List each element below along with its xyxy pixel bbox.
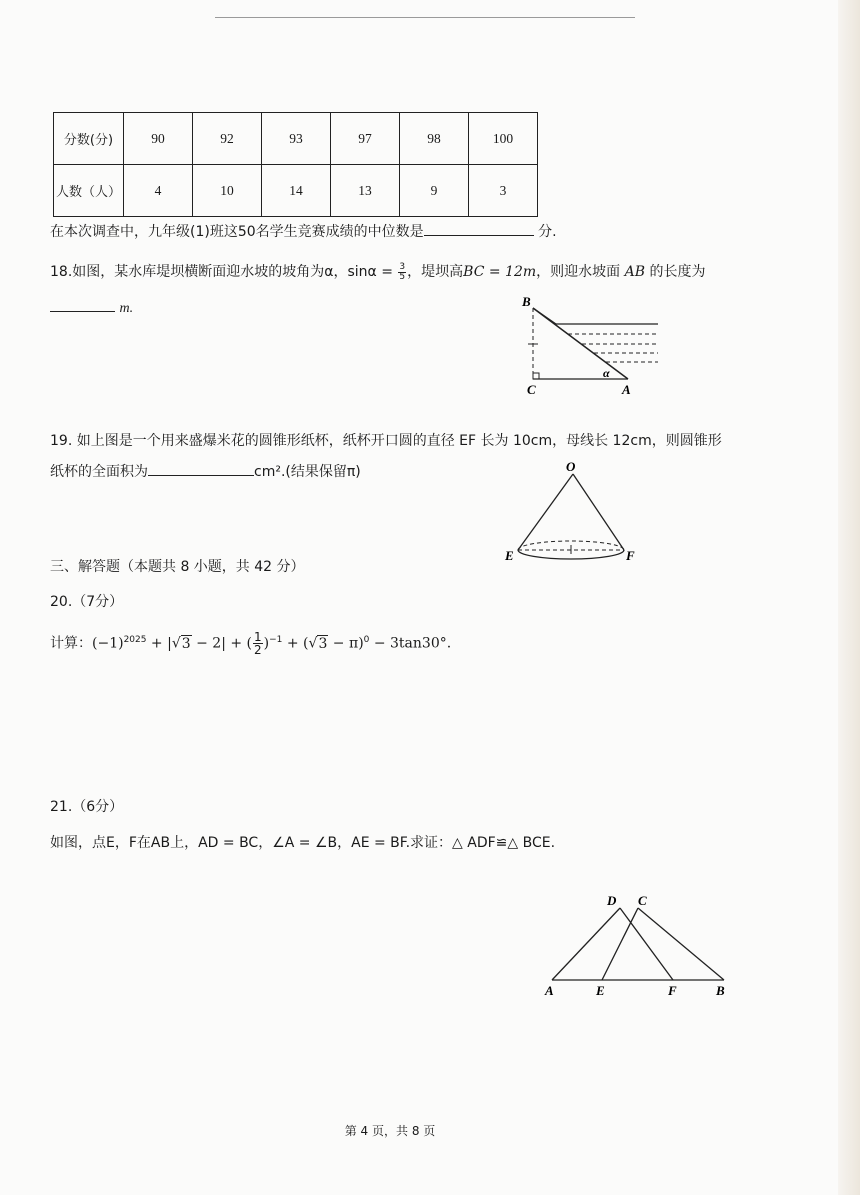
answer-blank-19 <box>148 461 254 476</box>
sqrt-radicand: 3 <box>181 635 191 652</box>
right-angle-mark <box>533 373 539 379</box>
score-table <box>53 112 538 217</box>
question-17-line <box>50 221 557 242</box>
table-header-cell: 分数(分) <box>54 113 124 165</box>
fraction-numerator: 1 <box>254 630 262 645</box>
table-cell: 93 <box>262 113 331 165</box>
label-alpha: α <box>603 366 610 380</box>
segment-bc <box>638 908 724 980</box>
label-f: F <box>668 983 677 998</box>
cone-figure <box>500 454 645 569</box>
scan-top-edge <box>215 17 635 18</box>
label-c: C <box>527 382 536 397</box>
table-cell: 4 <box>124 165 193 217</box>
fraction-denominator: 5 <box>399 271 406 282</box>
segment-ce <box>602 908 638 980</box>
question-21-title: 21.（6分） <box>50 799 124 815</box>
question-18-prefix: 18.如图，某水库堤坝横断面迎水坡的坡角为α，sinα = <box>50 264 393 280</box>
answer-blank-18 <box>50 297 115 312</box>
label-c: C <box>638 893 647 908</box>
question-17-unit: 分. <box>538 224 557 240</box>
label-b: B <box>522 294 531 309</box>
fraction-numerator: 3 <box>399 261 406 272</box>
table-cell: 9 <box>400 165 469 217</box>
question-18-line <box>50 262 705 282</box>
label-a: A <box>622 382 631 397</box>
math-part: ) <box>263 635 270 652</box>
compute-label: 计算： <box>50 635 92 652</box>
page-footer: 第 4 页，共 8 页 <box>344 1124 436 1138</box>
math-part: + | <box>146 635 172 652</box>
answer-blank-17 <box>424 221 534 236</box>
math-bc: BC = 12m <box>463 264 537 280</box>
exponent: 0 <box>363 635 370 645</box>
cone-right-edge <box>573 474 624 550</box>
table-cell: 98 <box>400 113 469 165</box>
label-e: E <box>596 983 605 998</box>
question-18-unit: m. <box>119 301 134 316</box>
label-a: A <box>545 983 554 998</box>
label-b: B <box>716 983 725 998</box>
question-17-text: 在本次调查中，九年级(1)班这50名学生竞赛成绩的中位数是 <box>50 224 424 240</box>
math-part: − 2| + ( <box>191 635 253 652</box>
label-d: D <box>607 893 617 908</box>
dam-figure <box>518 292 668 398</box>
table-row <box>54 165 538 217</box>
label-o: O <box>566 459 576 474</box>
dam-top <box>533 308 556 324</box>
table-cell: 100 <box>469 113 538 165</box>
table-cell: 13 <box>331 165 400 217</box>
question-20-expression: 计算：$(-1)^{2025} + |√3 - 2|$ + ( $\frac{1}{2}$ )$^{-1} + (√3 - \pi)^0 - 3\tan 30^\circ$. <box>50 630 452 658</box>
table-cell: 14 <box>262 165 331 217</box>
scan-right-edge <box>838 0 860 1195</box>
section-3-heading: 三、解答题（本题共 8 小题，共 42 分） <box>50 559 305 575</box>
exponent: 2025 <box>123 635 147 645</box>
triangles-figure <box>540 890 735 1002</box>
question-20-title: 20.（7分） <box>50 594 124 610</box>
table-cell: 92 <box>193 113 262 165</box>
exponent: −1 <box>269 635 283 645</box>
table-header-cell: 人数（人） <box>54 165 124 217</box>
math-part: + ( <box>282 635 309 652</box>
segment-ad <box>552 908 620 980</box>
sqrt-radicand: 3 <box>318 635 328 652</box>
question-19-suffix: cm².(结果保留π) <box>254 464 361 480</box>
table-cell: 97 <box>331 113 400 165</box>
math-part: − 3tan30°. <box>369 635 452 652</box>
table-cell: 3 <box>469 165 538 217</box>
table-row <box>54 113 538 165</box>
question-18-answer <box>50 297 133 319</box>
fraction-denominator: 2 <box>254 643 262 658</box>
question-19-line1: 19. 如上图是一个用来盛爆米花的圆锥形纸杯，纸杯开口圆的直径 EF 长为 10cm，母线长 12cm，则圆锥形 <box>50 433 722 449</box>
question-19-line2 <box>50 461 361 482</box>
math-part: − π) <box>328 635 364 652</box>
table-cell: 10 <box>193 165 262 217</box>
segment-df <box>620 908 673 980</box>
table-cell: 90 <box>124 113 193 165</box>
question-18-suffix: ，则迎水坡面 <box>536 264 621 280</box>
math-ab: AB <box>624 264 645 280</box>
math-part: (−1) <box>92 635 124 652</box>
question-19-prefix: 纸杯的全面积为 <box>50 464 148 480</box>
question-18-end: 的长度为 <box>649 264 706 280</box>
label-e: E <box>505 548 514 563</box>
fraction <box>398 263 406 282</box>
fraction <box>253 631 263 656</box>
label-f: F <box>626 548 635 563</box>
cone-left-edge <box>518 474 573 550</box>
question-18-mid: ，堤坝高 <box>407 264 464 280</box>
question-21-text: 如图，点E，F在AB上，AD = BC，∠A = ∠B，AE = BF.求证：△ ADF≌△ BCE. <box>50 835 556 851</box>
